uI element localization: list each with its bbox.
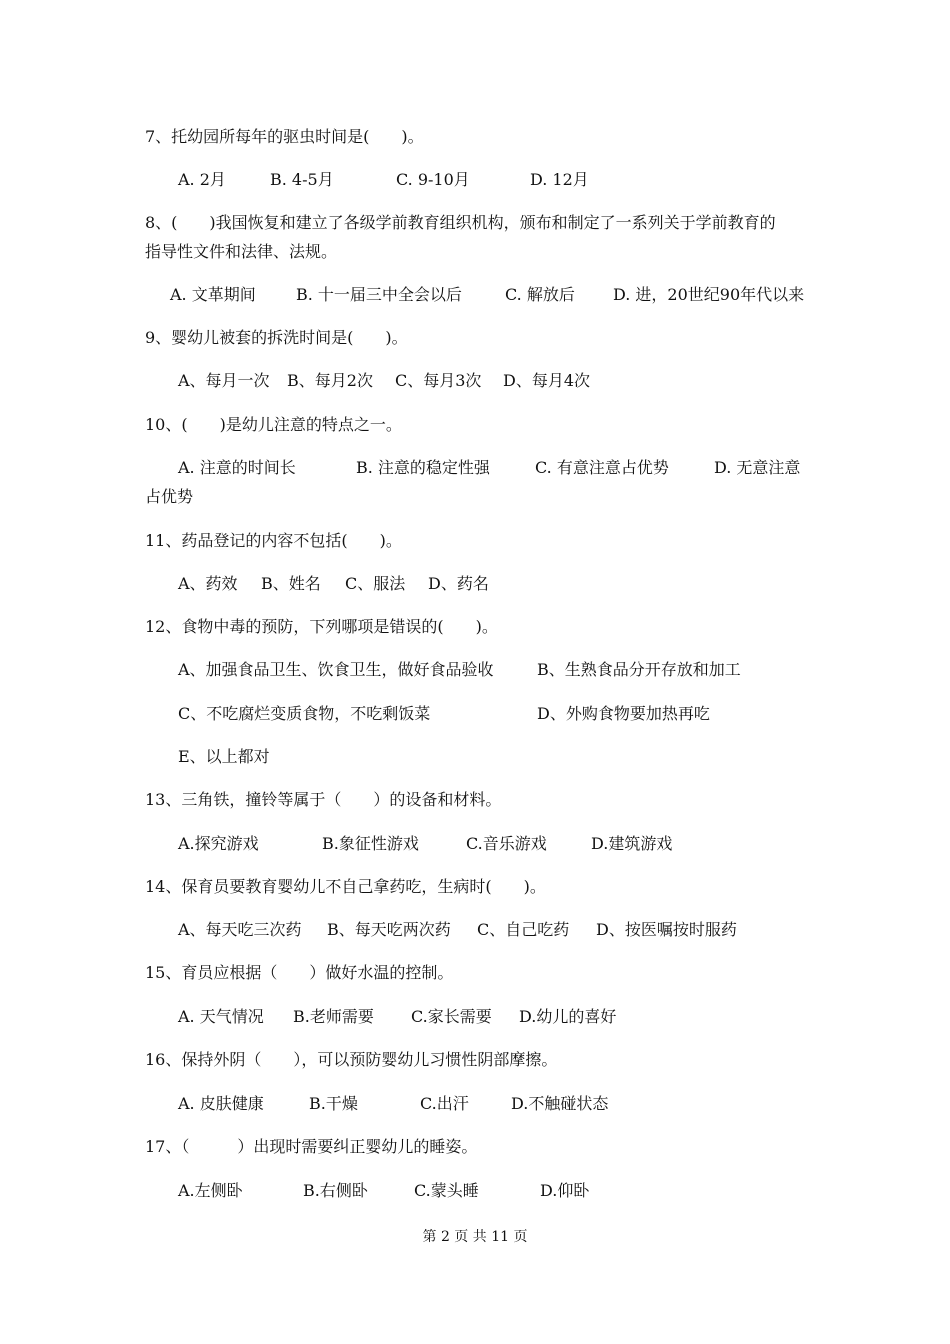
question-12-option-e: E、以上都对 (178, 747, 270, 766)
question-8-option-a: A. 文革期间 (170, 285, 256, 304)
question-15-option-a: A. 天气情况 (178, 1007, 264, 1026)
question-7-option-d: D. 12月 (530, 170, 589, 189)
question-13-stem: 13、三角铁，撞铃等属于（ ）的设备和材料。 (145, 790, 502, 809)
question-11-option-d: D、药名 (428, 574, 489, 593)
question-17-option-b: B.右侧卧 (303, 1181, 368, 1200)
question-9-stem: 9、婴幼儿被套的拆洗时间是( )。 (145, 328, 408, 347)
question-16-option-b: B.干燥 (309, 1094, 358, 1113)
question-10-stem: 10、( )是幼儿注意的特点之一。 (145, 415, 402, 434)
question-10-option-d-continued: 占优势 (145, 487, 194, 506)
question-15-option-c: C.家长需要 (411, 1007, 492, 1026)
question-12-option-c: C、不吃腐烂变质食物，不吃剩饭菜 (178, 704, 431, 723)
question-15-option-d: D.幼儿的喜好 (519, 1007, 617, 1026)
question-7-option-c: C. 9-10月 (396, 170, 470, 189)
question-8-option-d: D. 进，20世纪90年代以来 (613, 285, 805, 304)
question-14-stem: 14、保育员要教育婴幼儿不自己拿药吃，生病时( )。 (145, 877, 546, 896)
question-12-option-b: B、生熟食品分开存放和加工 (537, 660, 741, 679)
question-11-stem: 11、药品登记的内容不包括( )。 (145, 531, 402, 550)
question-15-option-b: B.老师需要 (293, 1007, 374, 1026)
question-17-option-a: A.左侧卧 (178, 1181, 243, 1200)
question-9-option-c: C、每月3次 (395, 371, 482, 390)
question-9-option-d: D、每月4次 (503, 371, 591, 390)
question-15-stem: 15、育员应根据（ ）做好水温的控制。 (145, 963, 454, 982)
question-14-option-b: B、每天吃两次药 (327, 920, 451, 939)
question-7-option-a: A. 2月 (178, 170, 226, 189)
question-7-option-b: B. 4-5月 (270, 170, 334, 189)
question-9-option-b: B、每月2次 (287, 371, 373, 390)
question-10-option-a: A. 注意的时间长 (178, 458, 296, 477)
question-17-option-d: D.仰卧 (540, 1181, 590, 1200)
question-7-stem: 7、托幼园所每年的驱虫时间是( )。 (145, 127, 424, 146)
question-17-stem: 17、（ ）出现时需要纠正婴幼儿的睡姿。 (145, 1137, 478, 1156)
question-12-option-d: D、外购食物要加热再吃 (537, 704, 710, 723)
question-16-option-c: C.出汗 (420, 1094, 469, 1113)
question-14-option-a: A、每天吃三次药 (178, 920, 302, 939)
question-11-option-b: B、姓名 (261, 574, 321, 593)
question-14-option-d: D、按医嘱按时服药 (596, 920, 737, 939)
question-13-option-a: A.探究游戏 (178, 834, 259, 853)
question-14-option-c: C、自己吃药 (477, 920, 570, 939)
question-13-option-c: C.音乐游戏 (466, 834, 547, 853)
question-9-option-a: A、每月一次 (178, 371, 270, 390)
question-8-option-b: B. 十一届三中全会以后 (296, 285, 462, 304)
question-10-option-c: C. 有意注意占优势 (535, 458, 669, 477)
question-16-option-a: A. 皮肤健康 (178, 1094, 264, 1113)
question-8-stem-line1: 8、( )我国恢复和建立了各级学前教育组织机构，颁布和制定了一系列关于学前教育的 (145, 213, 776, 232)
question-8-option-c: C. 解放后 (505, 285, 575, 304)
question-11-option-c: C、服法 (345, 574, 406, 593)
question-11-option-a: A、药效 (178, 574, 238, 593)
question-16-option-d: D.不触碰状态 (511, 1094, 609, 1113)
question-10-option-b: B. 注意的稳定性强 (356, 458, 490, 477)
question-13-option-b: B.象征性游戏 (322, 834, 419, 853)
page-number-footer: 第 2 页 共 11 页 (422, 1229, 528, 1245)
question-8-stem-line2: 指导性文件和法律、法规。 (145, 242, 338, 261)
question-17-option-c: C.蒙头睡 (414, 1181, 479, 1200)
question-12-stem: 12、食物中毒的预防，下列哪项是错误的( )。 (145, 617, 498, 636)
question-13-option-d: D.建筑游戏 (591, 834, 673, 853)
question-12-option-a: A、加强食品卫生、饮食卫生，做好食品验收 (178, 660, 494, 679)
question-10-option-d: D. 无意注意 (714, 458, 801, 477)
question-16-stem: 16、保持外阴（ ），可以预防婴幼儿习惯性阴部摩擦。 (145, 1050, 558, 1069)
